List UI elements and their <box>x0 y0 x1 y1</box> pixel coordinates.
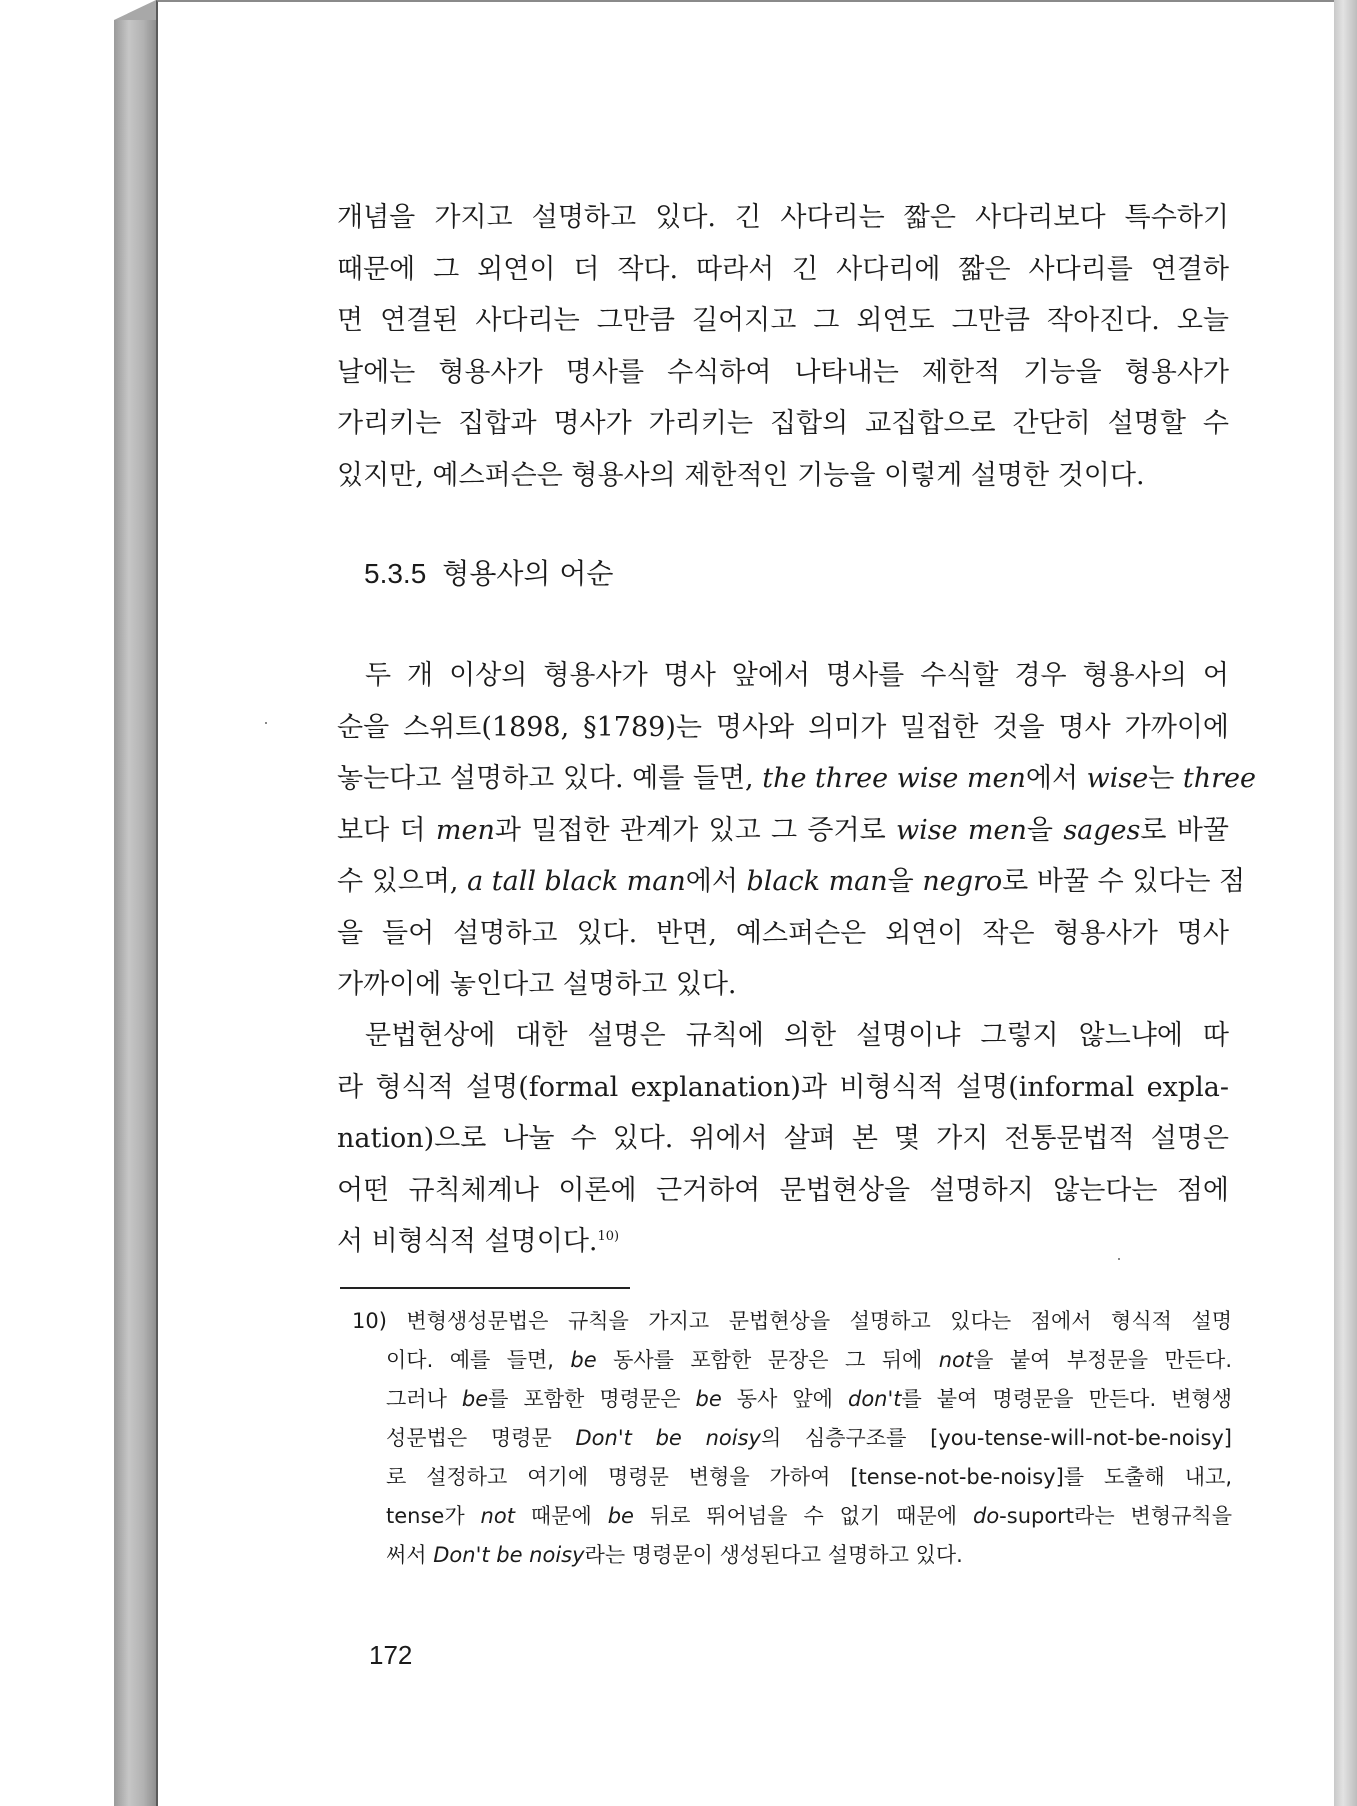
footnote-divider <box>340 1287 630 1289</box>
example-word: do <box>972 1504 1000 1528</box>
text-line: 면 연결된 사다리는 그만큼 길어지고 그 외연도 그만큼 작아진다. 오늘 <box>337 305 1229 336</box>
text-run: 을 붙여 부정문을 만든다. <box>973 1348 1233 1372</box>
example-word: sages <box>1063 814 1141 846</box>
text-line: 날에는 형용사가 명사를 수식하여 나타내는 제한적 기능을 형용사가 <box>337 356 1229 388</box>
example-word: be <box>570 1348 597 1372</box>
section-heading <box>364 554 613 594</box>
example-word: not <box>938 1348 974 1372</box>
text-run: 이다. 예를 들면, <box>386 1348 571 1372</box>
text-run: 라는 명령문이 생성된다고 설명하고 있다. <box>584 1543 963 1567</box>
text-run: 로 바꿀 수 있다는 점 <box>1002 866 1246 897</box>
example-word: be <box>607 1504 634 1528</box>
text-run: 서 비형식적 설명이다. <box>337 1226 598 1257</box>
example-word: not <box>480 1504 515 1528</box>
text-run: 과 밀접한 관계가 있고 그 증거로 <box>494 814 896 846</box>
text-run: 에서 <box>685 866 747 897</box>
footnote-line <box>352 1341 1232 1380</box>
book-spine-top <box>114 0 156 20</box>
text-line: 어떤 규칙체계나 이론에 근거하여 문법현상을 설명하지 않는다는 점에 <box>337 1174 1229 1206</box>
footnote-line <box>352 1380 1232 1419</box>
text-line: 라 형식적 설명(formal explanation)과 비형식적 설명(informal expla- <box>337 1071 1229 1103</box>
text-line: 문법현상에 대한 설명은 규칙에 의한 설명이냐 그렇지 않느냐에 따 <box>365 1020 1229 1051</box>
scan-speck <box>265 722 267 724</box>
text-run: 에서 <box>1025 763 1087 794</box>
text-run: 성문법은 명령문 <box>386 1426 576 1450</box>
text-line: 두 개 이상의 형용사가 명사 앞에서 명사를 수식할 경우 형용사의 어 <box>365 660 1229 691</box>
example-phrase: black man <box>746 866 888 897</box>
text-run: 동사 앞에 <box>721 1387 848 1411</box>
text-run: 를 포함한 명령문은 <box>488 1387 696 1411</box>
page-number: 172 <box>369 1640 413 1670</box>
footnote-line <box>352 1497 1232 1536</box>
text-run: 는 <box>1148 763 1183 794</box>
example-phrase: a tall black man <box>467 866 686 897</box>
text-line: 가까이에 놓인다고 설명하고 있다. <box>337 969 737 1000</box>
text-line <box>337 1216 1229 1268</box>
text-run: 때문에 <box>514 1504 608 1528</box>
example-phrase: the three wise men <box>762 763 1026 794</box>
scan-speck <box>1118 1258 1120 1260</box>
text-run: 의 심층구조를 [you-tense-will-not-be-noisy] <box>760 1426 1233 1450</box>
example-word: men <box>435 814 495 846</box>
section-title: 형용사의 어순 <box>442 557 614 590</box>
footnote-line: 10) 변형생성문법은 규칙을 가지고 문법현상을 설명하고 있다는 점에서 형식적 설명 <box>352 1309 1232 1333</box>
footnote-line <box>352 1419 1232 1458</box>
example-word: negro <box>922 866 1003 897</box>
text-line: 을 들어 설명하고 있다. 반면, 예스퍼슨은 외연이 작은 형용사가 명사 <box>337 917 1229 949</box>
text-line: 개념을 가지고 설명하고 있다. 긴 사다리는 짧은 사다리보다 특수하기 <box>337 202 1229 233</box>
text-line <box>337 856 1246 908</box>
text-line: 가리키는 집합과 명사가 가리키는 집합의 교집합으로 간단히 설명할 수 <box>337 408 1229 439</box>
book-spine <box>114 20 156 1806</box>
example-phrase: Don't be noisy <box>575 1426 761 1450</box>
intro-paragraph <box>337 192 1229 501</box>
text-run: 를 붙여 명령문을 만든다. 변형생 <box>901 1387 1232 1411</box>
text-line <box>337 753 1256 805</box>
text-run: 그러나 <box>386 1387 462 1411</box>
text-run: 수 있으며, <box>337 866 468 897</box>
text-line <box>337 805 1229 857</box>
example-phrase: Don't be noisy <box>433 1543 585 1567</box>
example-word: be <box>461 1387 489 1411</box>
footnote-reference: 10) <box>597 1229 620 1244</box>
example-word: be <box>695 1387 722 1411</box>
text-run: -suport라는 변형규칙을 <box>999 1504 1232 1528</box>
text-run: 동사를 포함한 문장은 그 뒤에 <box>596 1348 939 1372</box>
text-line: nation)으로 나눌 수 있다. 위에서 살펴 본 몇 가지 전통문법적 설명은 <box>337 1123 1229 1154</box>
text-run: 써서 <box>386 1543 434 1567</box>
paragraph-explanation <box>337 1010 1229 1268</box>
page-edge <box>1334 0 1357 1806</box>
footnote-line: 로 설정하고 여기에 명령문 변형을 가하여 [tense-not-be-noisy]를 도출해 내고, <box>386 1465 1232 1489</box>
text-line: 순을 스위트(1898, §1789)는 명사와 의미가 밀접한 것을 명사 가까이에 <box>337 711 1229 743</box>
footnote-line <box>352 1536 1232 1575</box>
text-run: tense가 <box>386 1504 481 1528</box>
text-line: 때문에 그 외연이 더 작다. 따라서 긴 사다리에 짧은 사다리를 연결하 <box>337 253 1229 285</box>
section-number: 5.3.5 <box>364 558 427 589</box>
example-phrase: wise men <box>896 814 1027 846</box>
text-run: 을 <box>1026 814 1064 846</box>
text-line: 있지만, 예스퍼슨은 형용사의 제한적인 기능을 이렇게 설명한 것이다. <box>337 459 1145 491</box>
footnote <box>352 1302 1232 1575</box>
example-word: three <box>1182 763 1256 794</box>
text-run: 보다 더 <box>337 814 436 846</box>
text-run: 을 <box>887 866 923 897</box>
example-word: don't <box>848 1387 902 1411</box>
paragraph-word-order <box>337 650 1256 1011</box>
text-run: 뒤로 뛰어넘을 수 없기 때문에 <box>633 1504 973 1528</box>
example-word: wise <box>1086 763 1149 794</box>
text-run: 놓는다고 설명하고 있다. 예를 들면, <box>337 763 763 794</box>
text-run: 로 바꿀 <box>1140 814 1229 846</box>
